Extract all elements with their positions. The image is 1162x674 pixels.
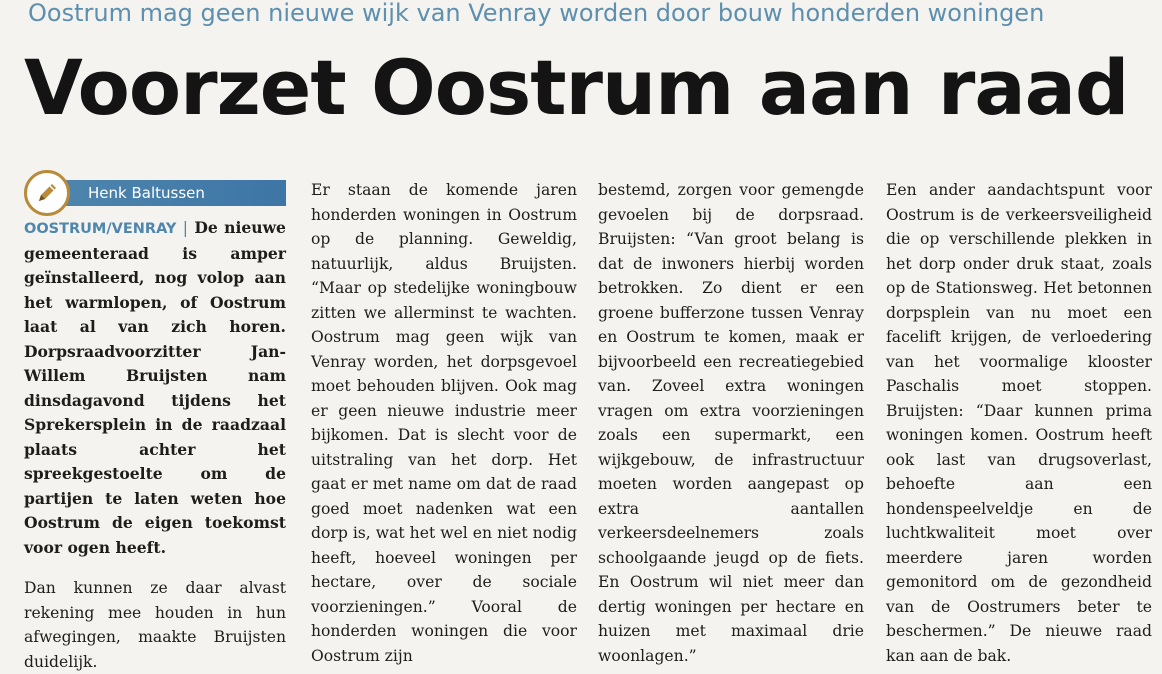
article-column-1 [24,178,286,674]
lead-text: De nieuwe gemeenteraad is amper geïnstalleerd, nog volop aan het warmlopen, of Oostrum laat al van zich horen. Dorpsraadvoorzitter Jan-Willem Bruijsten nam dinsdagavond tijdens het Sprekersplein in de raadzaal plaats achter het spreekgestoelte om de partijen te laten weten hoe Oostrum de eigen toekomst voor ogen heeft. [24,218,286,557]
article-column-2 [311,178,577,668]
body-paragraph: Een ander aandachtspunt voor Oostrum is de verkeersveiligheid die op verschillende plekken in het dorp onder druk staat, zoals op de Stationsweg. Het betonnen dorpsplein van nu moet een facelift krijgen, de verloedering van het voormalige klooster Paschalis moet stoppen. Bruijsten: “Daar kunnen prima woningen komen. Oostrum heeft ook last van drugsoverlast, behoefte aan een hondenspeelveldje en de luchtkwaliteit moet over meerdere jaren worden gemonitord om de gezondheid van de Oostrumers beter te beschermen.” De nieuwe raad kan aan de bak. [886,181,1152,665]
article-headline: Voorzet Oostrum aan raad [24,43,1129,132]
article-column-3 [598,178,864,668]
author-name: Henk Baltussen [88,184,205,202]
dateline: OOSTRUM/VENRAY [24,221,177,237]
pen-icon [33,179,61,207]
body-paragraph: Er staan de komende jaren honderden woningen in Oostrum op de planning. Geweldig, natuurlijk, aldus Bruijsten. “Maar op stedelijke woningbouw zitten we allerminst te wachten. Oostrum mag geen wijk van Venray worden, het dorpsgevoel moet behouden blijven. Ook mag er geen nieuwe industrie meer bijkomen. Dat is slecht voor de uitstraling van het dorp. Het gaat er met name om dat de raad goed moet nadenken wat een dorp is, wat het wel en niet nodig heeft, hoeveel woningen per hectare, over de sociale voorzieningen.” Vooral de honderden woningen die voor Oostrum zijn [311,181,577,665]
author-byline [24,178,286,214]
lead-paragraph [24,216,286,560]
article-column-4 [886,178,1152,668]
dateline-separator: | [182,219,189,237]
body-paragraph: bestemd, zorgen voor gemengde gevoelen bij de dorpsraad. Bruijsten: “Van groot belang is dat de inwoners hierbij worden betrokken. Zo dient er een groene bufferzone tussen Venray en Oostrum te komen, maak er bijvoorbeeld een recreatiegebied van. Zoveel extra woningen vragen om extra voorzieningen zoals een supermarkt, een wijkgebouw, de infrastructuur moeten worden aangepast op extra aantallen verkeersdeelnemers zoals schoolgaande jeugd op de fiets. En Oostrum wil niet meer dan dertig woningen per hectare en huizen met maximaal drie woonlagen.” [598,181,864,665]
body-paragraph: Dan kunnen ze daar alvast rekening mee houden in hun afwegingen, maakte Bruijsten duidelijk. [24,579,286,671]
author-badge [24,170,70,216]
article-kicker: Oostrum mag geen nieuwe wijk van Venray worden door bouw honderden woningen [28,0,1045,27]
